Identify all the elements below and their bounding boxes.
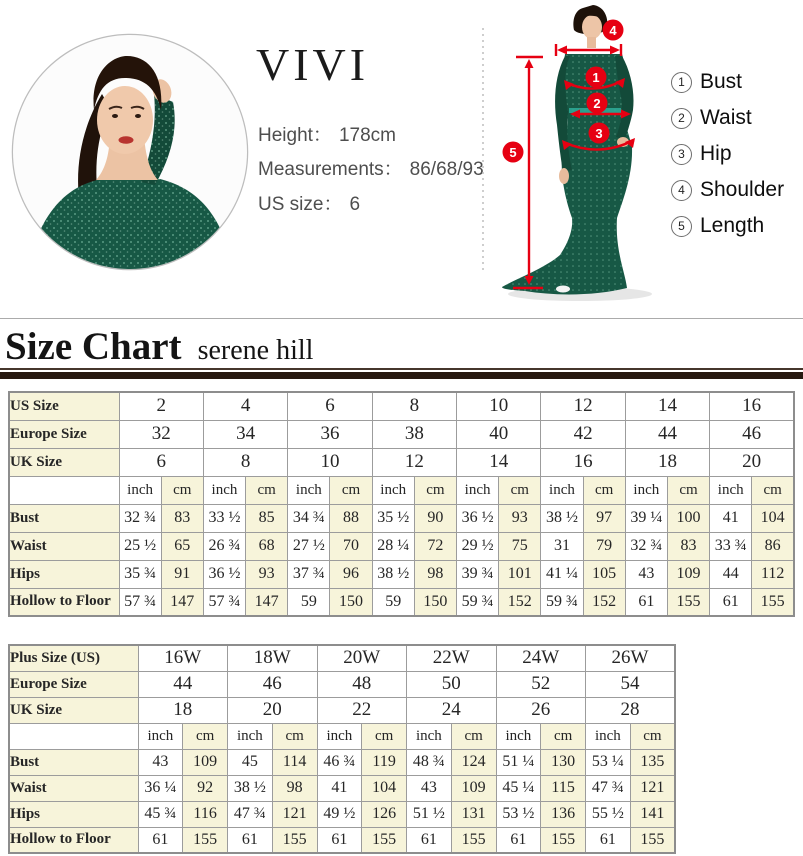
value-inch: 51 ½ xyxy=(407,801,452,827)
value-cm: 112 xyxy=(752,560,794,588)
value-inch: 35 ¾ xyxy=(119,560,161,588)
size-value: 46 xyxy=(228,671,318,697)
size-value: 24 xyxy=(407,697,497,723)
unit-cm-header: cm xyxy=(752,476,794,504)
size-value: 14 xyxy=(457,448,541,476)
model-measurements-line xyxy=(258,154,484,181)
unit-inch-header: inch xyxy=(407,723,452,749)
value-cm: 93 xyxy=(246,560,288,588)
unit-cm-header: cm xyxy=(499,476,541,504)
row-label: Plus Size (US) xyxy=(9,645,138,671)
value-inch: 48 ¾ xyxy=(407,749,452,775)
value-cm: 93 xyxy=(499,504,541,532)
value-cm: 109 xyxy=(667,560,709,588)
size-value: 54 xyxy=(586,671,676,697)
size-value: 22W xyxy=(407,645,497,671)
unit-inch-header: inch xyxy=(228,723,273,749)
value-cm: 124 xyxy=(451,749,496,775)
row-label: Waist xyxy=(9,775,138,801)
value-cm: 150 xyxy=(330,588,372,616)
size-value: 22 xyxy=(317,697,407,723)
heading-rule-thin xyxy=(0,368,803,370)
size-value: 10 xyxy=(288,448,372,476)
row-label: Bust xyxy=(9,504,119,532)
value-cm: 88 xyxy=(330,504,372,532)
size-value: 18W xyxy=(228,645,318,671)
model-height-line xyxy=(258,120,396,147)
size-value: 20W xyxy=(317,645,407,671)
legend-label: Shoulder xyxy=(700,178,785,201)
value-inch: 28 ¼ xyxy=(372,532,414,560)
value-inch: 61 xyxy=(586,827,631,853)
us-size-label: US size： xyxy=(258,194,343,215)
measurement-row xyxy=(9,749,675,775)
value-inch: 59 xyxy=(288,588,330,616)
row-label: Hollow to Floor xyxy=(9,588,119,616)
value-cm: 147 xyxy=(161,588,203,616)
measurement-row xyxy=(9,801,675,827)
legend-item-length xyxy=(671,208,784,244)
size-value: 44 xyxy=(625,420,709,448)
value-inch: 43 xyxy=(138,749,183,775)
unit-cm-header: cm xyxy=(583,476,625,504)
unit-cm-header: cm xyxy=(630,723,675,749)
value-cm: 147 xyxy=(246,588,288,616)
value-cm: 105 xyxy=(583,560,625,588)
unit-inch-header: inch xyxy=(625,476,667,504)
size-value: 16 xyxy=(541,448,625,476)
row-label: Hips xyxy=(9,560,119,588)
value-cm: 101 xyxy=(499,560,541,588)
value-inch: 43 xyxy=(625,560,667,588)
value-cm: 109 xyxy=(183,749,228,775)
size-value: 20 xyxy=(710,448,794,476)
value-inch: 41 xyxy=(317,775,362,801)
unit-cm-header: cm xyxy=(667,476,709,504)
regular-size-table-container xyxy=(8,391,795,617)
value-inch: 27 ½ xyxy=(288,532,330,560)
value-inch: 45 ¾ xyxy=(138,801,183,827)
size-value: 12 xyxy=(372,448,456,476)
value-inch: 49 ½ xyxy=(317,801,362,827)
value-inch: 29 ½ xyxy=(457,532,499,560)
value-cm: 72 xyxy=(414,532,456,560)
measurements-value: 86/68/93 xyxy=(409,159,484,180)
value-inch: 55 ½ xyxy=(586,801,631,827)
unit-cm-header: cm xyxy=(272,723,317,749)
value-cm: 141 xyxy=(630,801,675,827)
value-inch: 61 xyxy=(625,588,667,616)
value-inch: 38 ½ xyxy=(372,560,414,588)
size-value: 52 xyxy=(496,671,586,697)
size-value: 32 xyxy=(119,420,203,448)
value-cm: 85 xyxy=(246,504,288,532)
size-value: 26W xyxy=(586,645,676,671)
unit-cm-header: cm xyxy=(330,476,372,504)
row-label: UK Size xyxy=(9,697,138,723)
unit-inch-header: inch xyxy=(710,476,752,504)
value-cm: 90 xyxy=(414,504,456,532)
value-cm: 83 xyxy=(161,504,203,532)
size-system-row xyxy=(9,697,675,723)
value-inch: 59 ¾ xyxy=(541,588,583,616)
size-system-row xyxy=(9,645,675,671)
value-cm: 155 xyxy=(752,588,794,616)
value-inch: 47 ¾ xyxy=(586,775,631,801)
value-cm: 100 xyxy=(667,504,709,532)
marker-bust: 1 xyxy=(592,70,600,85)
value-cm: 116 xyxy=(183,801,228,827)
value-cm: 152 xyxy=(499,588,541,616)
plus-size-table xyxy=(8,644,676,854)
us-size-value: 6 xyxy=(349,194,361,215)
value-inch: 59 xyxy=(372,588,414,616)
value-inch: 61 xyxy=(138,827,183,853)
regular-size-table xyxy=(8,391,795,617)
unit-inch-header: inch xyxy=(496,723,541,749)
value-inch: 61 xyxy=(710,588,752,616)
measurements-label: Measurements： xyxy=(258,159,403,180)
size-value: 24W xyxy=(496,645,586,671)
value-cm: 96 xyxy=(330,560,372,588)
value-cm: 130 xyxy=(541,749,586,775)
legend-item-shoulder xyxy=(671,172,784,208)
unit-cm-header: cm xyxy=(541,723,586,749)
value-cm: 98 xyxy=(414,560,456,588)
value-inch: 41 xyxy=(710,504,752,532)
size-value: 50 xyxy=(407,671,497,697)
heading-rule-thick xyxy=(0,372,803,379)
value-cm: 98 xyxy=(272,775,317,801)
size-chart-heading xyxy=(5,324,313,369)
size-value: 28 xyxy=(586,697,676,723)
value-cm: 126 xyxy=(362,801,407,827)
unit-cm-header: cm xyxy=(451,723,496,749)
legend-label: Bust xyxy=(700,70,743,93)
measurement-row xyxy=(9,532,794,560)
value-inch: 41 ¼ xyxy=(541,560,583,588)
measurement-row xyxy=(9,775,675,801)
height-label: Height： xyxy=(258,125,332,146)
value-cm: 155 xyxy=(667,588,709,616)
value-cm: 114 xyxy=(272,749,317,775)
value-cm: 150 xyxy=(414,588,456,616)
value-inch: 61 xyxy=(407,827,452,853)
height-value: 178cm xyxy=(338,125,396,146)
value-cm: 115 xyxy=(541,775,586,801)
value-cm: 119 xyxy=(362,749,407,775)
value-cm: 136 xyxy=(541,801,586,827)
legend-number-circle: 1 xyxy=(671,72,692,93)
value-inch: 36 ½ xyxy=(203,560,245,588)
value-inch: 32 ¾ xyxy=(625,532,667,560)
value-cm: 152 xyxy=(583,588,625,616)
value-cm: 155 xyxy=(183,827,228,853)
size-value: 20 xyxy=(228,697,318,723)
unit-inch-header: inch xyxy=(586,723,631,749)
value-inch: 53 ¼ xyxy=(586,749,631,775)
size-value: 8 xyxy=(203,448,287,476)
value-cm: 121 xyxy=(272,801,317,827)
value-cm: 104 xyxy=(752,504,794,532)
value-cm: 155 xyxy=(541,827,586,853)
value-inch: 46 ¾ xyxy=(317,749,362,775)
shoe xyxy=(556,286,570,293)
unit-cm-header: cm xyxy=(362,723,407,749)
size-system-row xyxy=(9,392,794,420)
legend-number-circle: 5 xyxy=(671,216,692,237)
value-inch: 61 xyxy=(496,827,541,853)
legend-label: Hip xyxy=(700,142,732,165)
size-value: 40 xyxy=(457,420,541,448)
value-inch: 61 xyxy=(317,827,362,853)
value-inch: 31 xyxy=(541,532,583,560)
unit-header-row xyxy=(9,476,794,504)
value-inch: 33 ½ xyxy=(203,504,245,532)
value-cm: 75 xyxy=(499,532,541,560)
unit-cm-header: cm xyxy=(414,476,456,504)
value-inch: 43 xyxy=(407,775,452,801)
size-value: 16W xyxy=(138,645,228,671)
unit-inch-header: inch xyxy=(457,476,499,504)
value-inch: 39 ¼ xyxy=(625,504,667,532)
value-cm: 86 xyxy=(752,532,794,560)
size-value: 46 xyxy=(710,420,794,448)
legend-number-circle: 4 xyxy=(671,180,692,201)
size-value: 6 xyxy=(288,392,372,420)
unit-empty-cell xyxy=(9,723,138,749)
legend-item-waist xyxy=(671,100,784,136)
value-cm: 97 xyxy=(583,504,625,532)
value-inch: 35 ½ xyxy=(372,504,414,532)
size-system-row xyxy=(9,671,675,697)
measurement-row xyxy=(9,560,794,588)
value-inch: 33 ¾ xyxy=(710,532,752,560)
value-inch: 61 xyxy=(228,827,273,853)
unit-header-row xyxy=(9,723,675,749)
value-inch: 26 ¾ xyxy=(203,532,245,560)
size-value: 38 xyxy=(372,420,456,448)
value-inch: 57 ¾ xyxy=(203,588,245,616)
unit-empty-cell xyxy=(9,476,119,504)
unit-inch-header: inch xyxy=(317,723,362,749)
unit-inch-header: inch xyxy=(288,476,330,504)
unit-inch-header: inch xyxy=(203,476,245,504)
size-value: 4 xyxy=(203,392,287,420)
value-inch: 25 ½ xyxy=(119,532,161,560)
row-label: Bust xyxy=(9,749,138,775)
value-cm: 68 xyxy=(246,532,288,560)
hand xyxy=(559,168,569,184)
section-divider xyxy=(0,318,803,319)
value-cm: 92 xyxy=(183,775,228,801)
unit-inch-header: inch xyxy=(541,476,583,504)
size-chart-subtitle: serene hill xyxy=(197,335,314,366)
dress-measurement-diagram xyxy=(475,0,675,310)
lips xyxy=(119,136,134,144)
legend-label: Length xyxy=(700,214,765,237)
size-value: 16 xyxy=(710,392,794,420)
value-inch: 38 ½ xyxy=(228,775,273,801)
value-cm: 109 xyxy=(451,775,496,801)
measurement-row xyxy=(9,504,794,532)
size-system-row xyxy=(9,448,794,476)
size-value: 2 xyxy=(119,392,203,420)
marker-hip: 3 xyxy=(595,126,603,141)
value-inch: 51 ¼ xyxy=(496,749,541,775)
size-value: 18 xyxy=(625,448,709,476)
diagram-face xyxy=(582,15,602,39)
value-cm: 79 xyxy=(583,532,625,560)
unit-cm-header: cm xyxy=(246,476,288,504)
size-value: 26 xyxy=(496,697,586,723)
size-value: 14 xyxy=(625,392,709,420)
size-chart-title: Size Chart xyxy=(5,325,182,368)
size-value: 12 xyxy=(541,392,625,420)
row-label: Europe Size xyxy=(9,671,138,697)
legend-number-circle: 2 xyxy=(671,108,692,129)
marker-length: 5 xyxy=(509,145,517,160)
size-value: 48 xyxy=(317,671,407,697)
value-cm: 83 xyxy=(667,532,709,560)
value-inch: 53 ½ xyxy=(496,801,541,827)
row-label: US Size xyxy=(9,392,119,420)
value-inch: 38 ½ xyxy=(541,504,583,532)
unit-cm-header: cm xyxy=(183,723,228,749)
value-inch: 45 xyxy=(228,749,273,775)
face xyxy=(97,86,153,154)
value-inch: 57 ¾ xyxy=(119,588,161,616)
size-system-row xyxy=(9,420,794,448)
value-cm: 135 xyxy=(630,749,675,775)
value-cm: 104 xyxy=(362,775,407,801)
legend-label: Waist xyxy=(700,106,752,129)
row-label: Waist xyxy=(9,532,119,560)
value-cm: 155 xyxy=(451,827,496,853)
unit-inch-header: inch xyxy=(138,723,183,749)
legend-item-bust xyxy=(671,64,784,100)
value-inch: 36 ¼ xyxy=(138,775,183,801)
size-value: 6 xyxy=(119,448,203,476)
value-inch: 45 ¼ xyxy=(496,775,541,801)
legend-item-hip xyxy=(671,136,784,172)
size-value: 10 xyxy=(457,392,541,420)
size-value: 8 xyxy=(372,392,456,420)
unit-cm-header: cm xyxy=(161,476,203,504)
row-label: Hips xyxy=(9,801,138,827)
value-cm: 65 xyxy=(161,532,203,560)
size-value: 18 xyxy=(138,697,228,723)
size-value: 44 xyxy=(138,671,228,697)
value-cm: 91 xyxy=(161,560,203,588)
brand-name: VIVI xyxy=(256,39,370,90)
measurement-row xyxy=(9,588,794,616)
row-label: UK Size xyxy=(9,448,119,476)
model-portrait-photo xyxy=(10,30,250,274)
value-inch: 44 xyxy=(710,560,752,588)
value-cm: 155 xyxy=(630,827,675,853)
value-inch: 32 ¾ xyxy=(119,504,161,532)
value-cm: 131 xyxy=(451,801,496,827)
value-inch: 37 ¾ xyxy=(288,560,330,588)
measurement-row xyxy=(9,827,675,853)
size-value: 42 xyxy=(541,420,625,448)
value-cm: 70 xyxy=(330,532,372,560)
marker-shoulder: 4 xyxy=(609,23,617,38)
row-label: Europe Size xyxy=(9,420,119,448)
measurement-legend xyxy=(671,64,784,244)
value-inch: 34 ¾ xyxy=(288,504,330,532)
legend-number-circle: 3 xyxy=(671,144,692,165)
unit-inch-header: inch xyxy=(119,476,161,504)
model-us-size-line xyxy=(258,189,360,216)
plus-size-table-container xyxy=(8,644,676,854)
value-inch: 59 ¾ xyxy=(457,588,499,616)
row-label: Hollow to Floor xyxy=(9,827,138,853)
unit-inch-header: inch xyxy=(372,476,414,504)
value-cm: 155 xyxy=(362,827,407,853)
marker-waist: 2 xyxy=(593,96,601,111)
value-inch: 36 ½ xyxy=(457,504,499,532)
value-inch: 47 ¾ xyxy=(228,801,273,827)
value-cm: 155 xyxy=(272,827,317,853)
size-value: 36 xyxy=(288,420,372,448)
size-value: 34 xyxy=(203,420,287,448)
value-inch: 39 ¾ xyxy=(457,560,499,588)
value-cm: 121 xyxy=(630,775,675,801)
